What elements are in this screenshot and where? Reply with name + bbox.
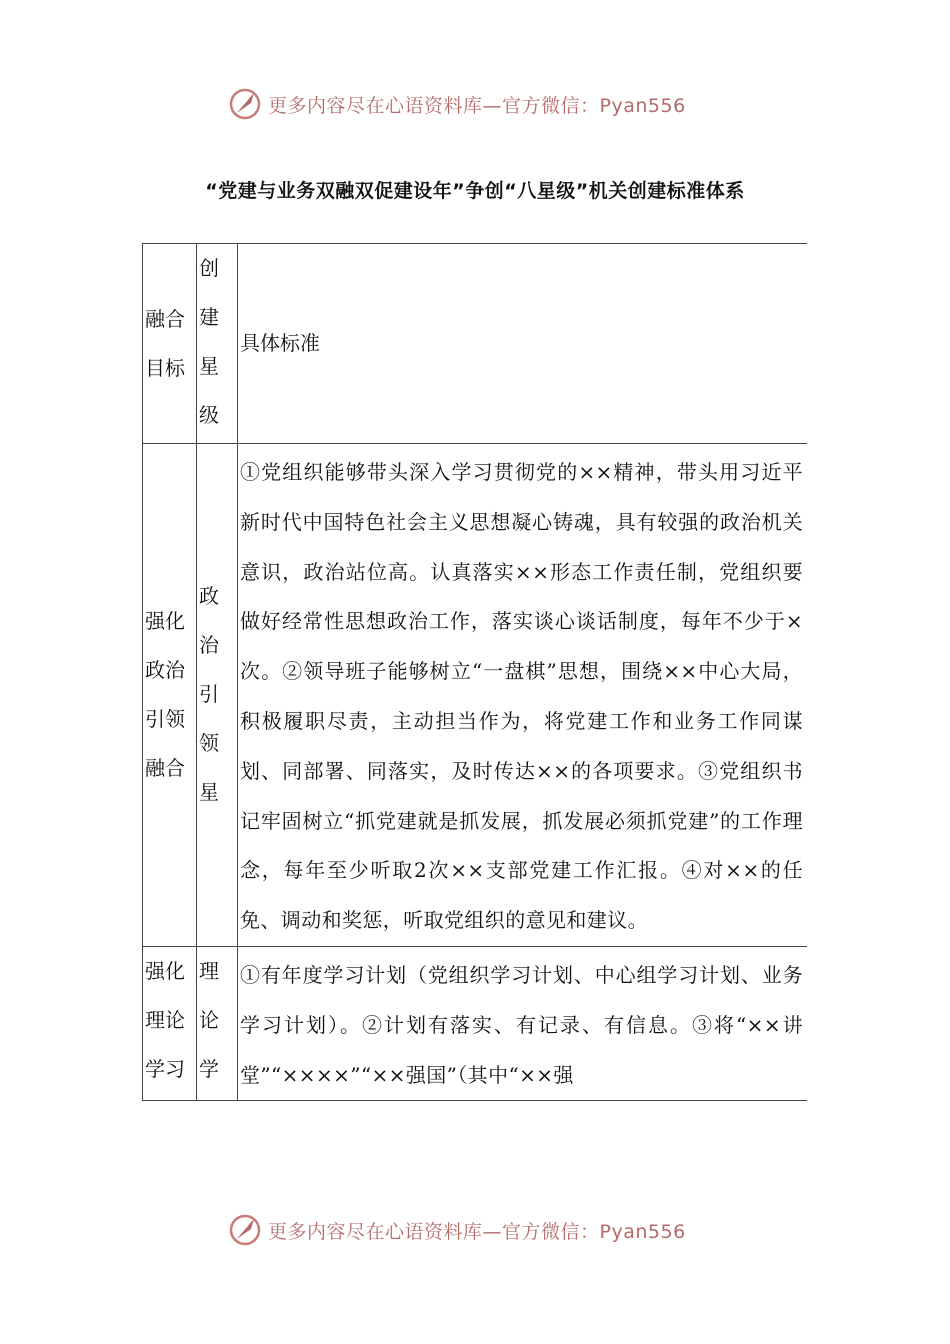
quill-logo-icon: [228, 87, 262, 121]
document-title: “党建与业务双融双促建设年”争创“八星级”机关创建标准体系: [205, 180, 745, 202]
table-row: [143, 946, 808, 1100]
watermark-text: 更多内容尽在心语资料库—官方微信：Pyan556: [268, 1220, 686, 1243]
row-standard: ①有年度学习计划（党组织学习计划、中心组学习计划、业务学习计划）。②计划有落实、有记录、有信息。③将“××讲堂”“××××”“××强国”（其中“××强: [238, 946, 808, 1100]
row-star: 政治引领星: [197, 444, 238, 947]
row-star: 理论学: [197, 946, 238, 1100]
watermark-text: 更多内容尽在心语资料库—官方微信：Pyan556: [268, 94, 686, 117]
row-goal: 强化政治引领融合: [143, 444, 197, 947]
header-standard: 具体标准: [238, 244, 808, 444]
header-goal: 融合目标: [143, 244, 197, 444]
table-header-row: [143, 244, 808, 444]
standards-table-container: [142, 243, 807, 1142]
row-standard: ①党组织能够带头深入学习贯彻党的××精神，带头用习近平新时代中国特色社会主义思想凝心铸魂，具有较强的政治机关意识，政治站位高。认真落实××形态工作责任制，党组织要做好经常性思想政治工作，落实谈心谈话制度，每年不少于×次。②领导班子能够树立“一盘棋”思想，围绕××中心大局，积极履职尽责，主动担当作为，将党建工作和业务工作同谋划、同部署、同落实，及时传达××的各项要求。③党组织书记牢固树立“抓党建就是抓发展，抓发展必须抓党建”的工作理念，每年至少听取2次××支部党建工作汇报。④对××的任免、调动和奖惩，听取党组织的意见和建议。: [238, 444, 808, 947]
quill-logo-icon: [228, 1213, 262, 1247]
watermark-banner-top: [228, 84, 728, 124]
row-goal: 强化理论学习: [143, 946, 197, 1100]
header-star: 创建星级: [197, 244, 238, 444]
watermark-banner-bottom: [228, 1210, 728, 1250]
standards-table: [142, 243, 807, 1101]
table-row: [143, 444, 808, 947]
